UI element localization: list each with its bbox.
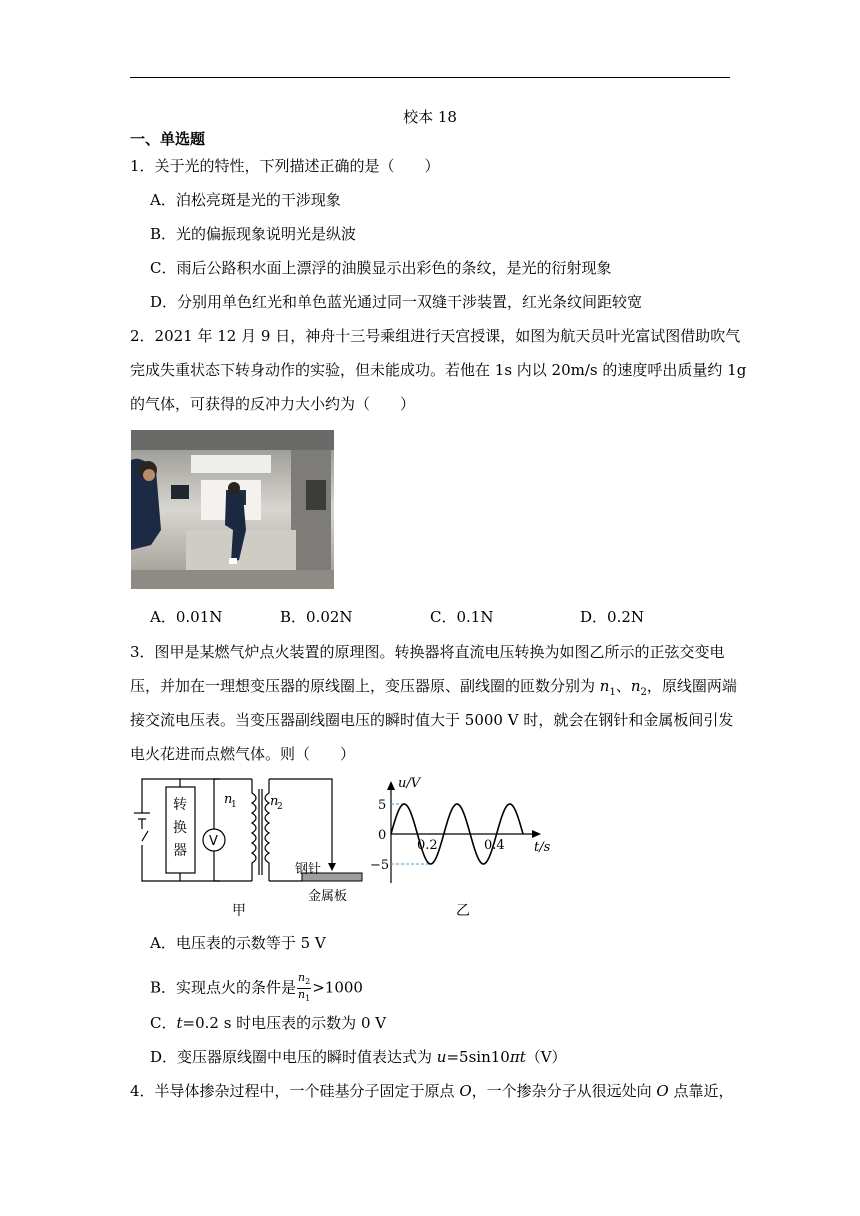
voltage-time-chart <box>370 775 560 920</box>
converter-char-3: 器 <box>173 843 187 859</box>
primary-coil-label: n <box>224 792 233 807</box>
x-axis-arrow <box>532 830 541 838</box>
q2-option-d: D．0.2N <box>580 608 645 626</box>
q1-option-c: C．雨后公路积水面上漂浮的油膜显示出彩色的条纹，是光的衍射现象 <box>150 259 612 277</box>
voltmeter-label: V <box>209 834 218 849</box>
y-axis-label: u/V <box>398 776 421 791</box>
header-rule <box>130 77 730 78</box>
q2-option-b: B．0.02N <box>280 608 353 626</box>
turns-ratio-fraction: $\frac{n_2}{n_1}$ <box>298 971 311 1004</box>
q3-stem-line-2: 压，并加在一理想变压器的原线圈上，变压器原、副线圈的匝数分别为 $n_1$、$n_2$，原线圈两端 <box>130 677 737 698</box>
x-tick-label-1: 0.2 <box>417 838 438 853</box>
figure-b-label: 乙 <box>456 903 470 919</box>
q1-option-b: B．光的偏振现象说明光是纵波 <box>150 225 357 243</box>
q3-stem-line-4: 电火花进而点燃气体。则（ ） <box>130 745 356 763</box>
q4-stem-line-1: 4．半导体掺杂过程中，一个硅基分子固定于原点 O，一个掺杂分子从很远处向 O 点靠近， <box>130 1082 734 1100</box>
q2-option-c: C．0.1N <box>430 608 494 626</box>
x-axis-label: t/s <box>534 840 551 855</box>
needle-label: 钢针 <box>295 862 322 877</box>
converter-char-2: 换 <box>173 820 187 836</box>
q3-option-a: A．电压表的示数等于 5 V <box>150 934 326 952</box>
y-axis-arrow <box>387 781 395 790</box>
secondary-coil-sub: 2 <box>277 802 283 812</box>
q1-option-d: D．分别用单色红光和单色蓝光通过同一双缝干涉装置，红光条纹间距较宽 <box>150 293 643 311</box>
secondary-coil-label: n <box>270 794 279 809</box>
y-tick-label-zero: 0 <box>378 828 387 843</box>
space-station-photo <box>131 430 334 589</box>
y-tick-label-bottom: −5 <box>370 858 390 873</box>
q3-stem-line-1: 3．图甲是某燃气炉点火装置的原理图。转换器将直流电压转换为如图乙所示的正弦交变电 <box>130 643 725 661</box>
needle-tip <box>328 863 336 871</box>
q1-stem: 1．关于光的特性，下列描述正确的是（ ） <box>130 157 440 175</box>
y-tick-label-top: 5 <box>378 798 387 813</box>
primary-coil-sub: 1 <box>231 800 237 810</box>
q3-option-b: B．实现点火的条件是 $\frac{n_2}{n_1}$ >1000 <box>150 971 363 1004</box>
q3-option-c: C．t=0.2 s 时电压表的示数为 0 V <box>150 1014 387 1032</box>
circuit-diagram <box>130 775 370 920</box>
q2-option-a: A．0.01N <box>150 608 223 626</box>
q1-option-a: A．泊松亮斑是光的干涉现象 <box>150 191 341 209</box>
q3-stem-line-3: 接交流电压表。当变压器副线圈电压的瞬时值大于 5000 V 时，就会在钢针和金属板间引发 <box>130 711 734 729</box>
x-tick-label-2: 0.4 <box>484 838 505 853</box>
converter-char-1: 转 <box>173 797 187 813</box>
q2-stem-line-2: 完成失重状态下转身动作的实验，但未能成功。若他在 1s 内以 20m/s 的速度呼出质量约 1g <box>130 361 747 379</box>
q2-stem-line-1: 2．2021 年 12 月 9 日，神舟十三号乘组进行天宫授课，如图为航天员叶光富试图借助吹气 <box>130 327 741 345</box>
plate-label: 金属板 <box>308 889 348 904</box>
q2-stem-line-3: 的气体，可获得的反冲力大小约为（ ） <box>130 395 416 413</box>
page-title: 校本 18 <box>403 108 457 126</box>
q3-option-d: D．变压器原线圈中电压的瞬时值表达式为 u=5sin10πt（V） <box>150 1048 567 1066</box>
section-title: 一、单选题 <box>130 130 206 148</box>
figure-a-label: 甲 <box>232 903 246 919</box>
